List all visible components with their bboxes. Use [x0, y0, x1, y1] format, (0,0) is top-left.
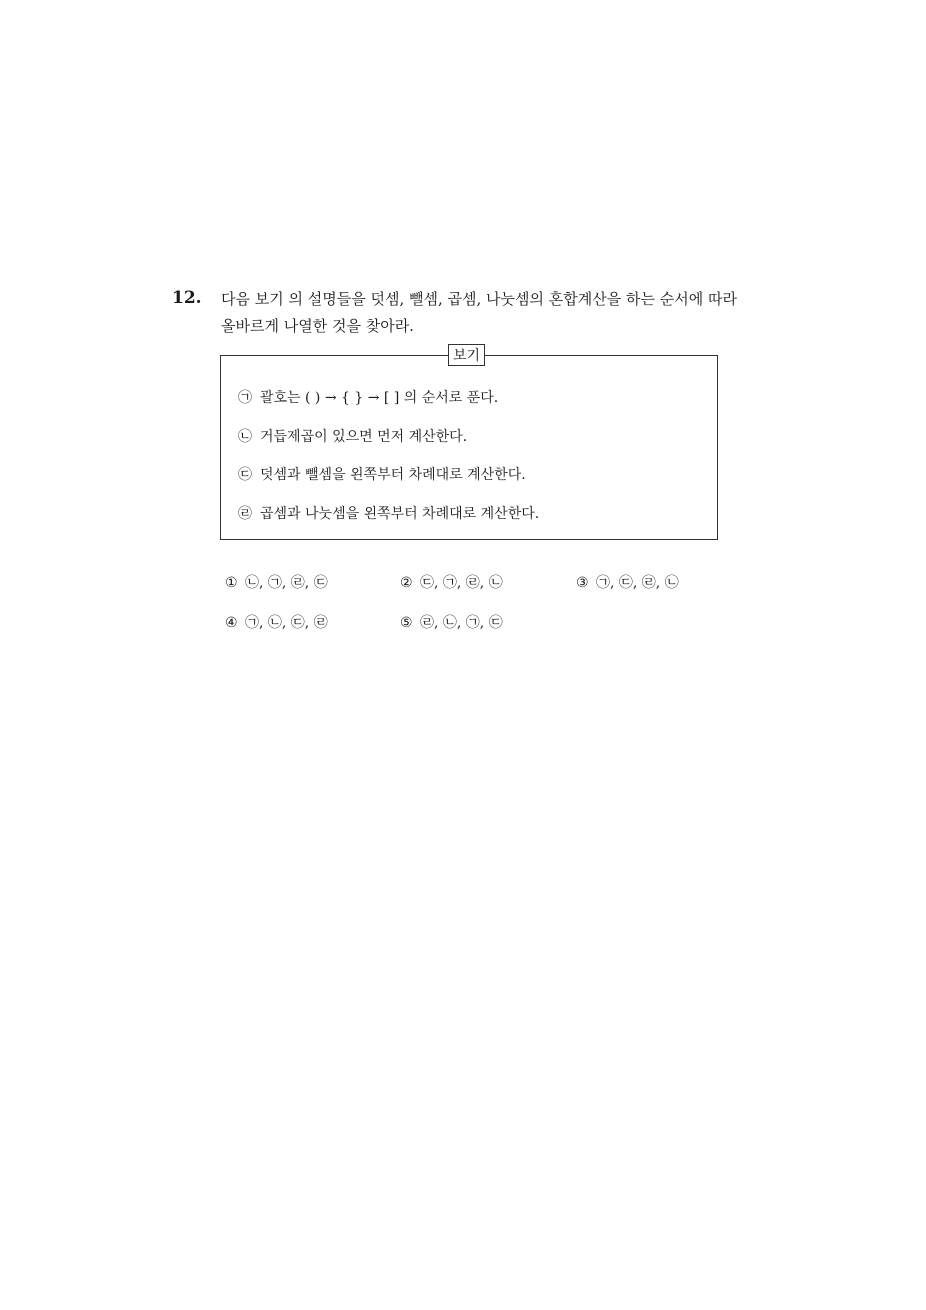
choice-text: ㉡, ㉠, ㉣, ㉢ — [245, 575, 328, 591]
bogi-item-text: 곱셈과 나눗셈을 왼쪽부터 차례대로 계산한다. — [260, 506, 540, 522]
question-number: 12. — [172, 288, 202, 308]
bogi-item — [238, 388, 498, 408]
bogi-item — [238, 427, 467, 447]
choice-2[interactable] — [400, 573, 503, 593]
bogi-item-marker: ㉠ — [238, 390, 252, 406]
bogi-item-marker: ㉢ — [238, 467, 252, 483]
choice-number: ② — [400, 575, 413, 591]
choice-1[interactable] — [225, 573, 328, 593]
choice-number: ③ — [576, 575, 589, 591]
bogi-title: 보기 — [448, 344, 485, 366]
choice-3[interactable] — [576, 573, 679, 593]
bogi-item — [238, 465, 526, 485]
bogi-item-text: 거듭제곱이 있으면 먼저 계산한다. — [260, 429, 468, 445]
choice-text: ㉣, ㉡, ㉠, ㉢ — [420, 615, 503, 631]
choice-number: ⑤ — [400, 615, 413, 631]
choice-number: ① — [225, 575, 238, 591]
bogi-item-text: 덧셈과 뺄셈을 왼쪽부터 차례대로 계산한다. — [260, 467, 526, 483]
choice-text: ㉢, ㉠, ㉣, ㉡ — [420, 575, 503, 591]
choice-4[interactable] — [225, 613, 328, 633]
question-line-2: 올바르게 나열한 것을 찾아라. — [221, 317, 414, 335]
choice-5[interactable] — [400, 613, 503, 633]
bogi-item — [238, 504, 539, 524]
bogi-item-marker: ㉣ — [238, 506, 252, 522]
choice-text: ㉠, ㉢, ㉣, ㉡ — [596, 575, 679, 591]
question-line-1: 다음 보기 의 설명들을 덧셈, 뺄셈, 곱셈, 나눗셈의 혼합계산을 하는 순서에 따라 — [221, 290, 737, 308]
bogi-item-marker: ㉡ — [238, 429, 252, 445]
question-text — [221, 286, 751, 340]
choice-number: ④ — [225, 615, 238, 631]
bogi-item-text: 괄호는 ( ) → { } → [ ] 의 순서로 푼다. — [260, 390, 499, 406]
choice-text: ㉠, ㉡, ㉢, ㉣ — [245, 615, 328, 631]
